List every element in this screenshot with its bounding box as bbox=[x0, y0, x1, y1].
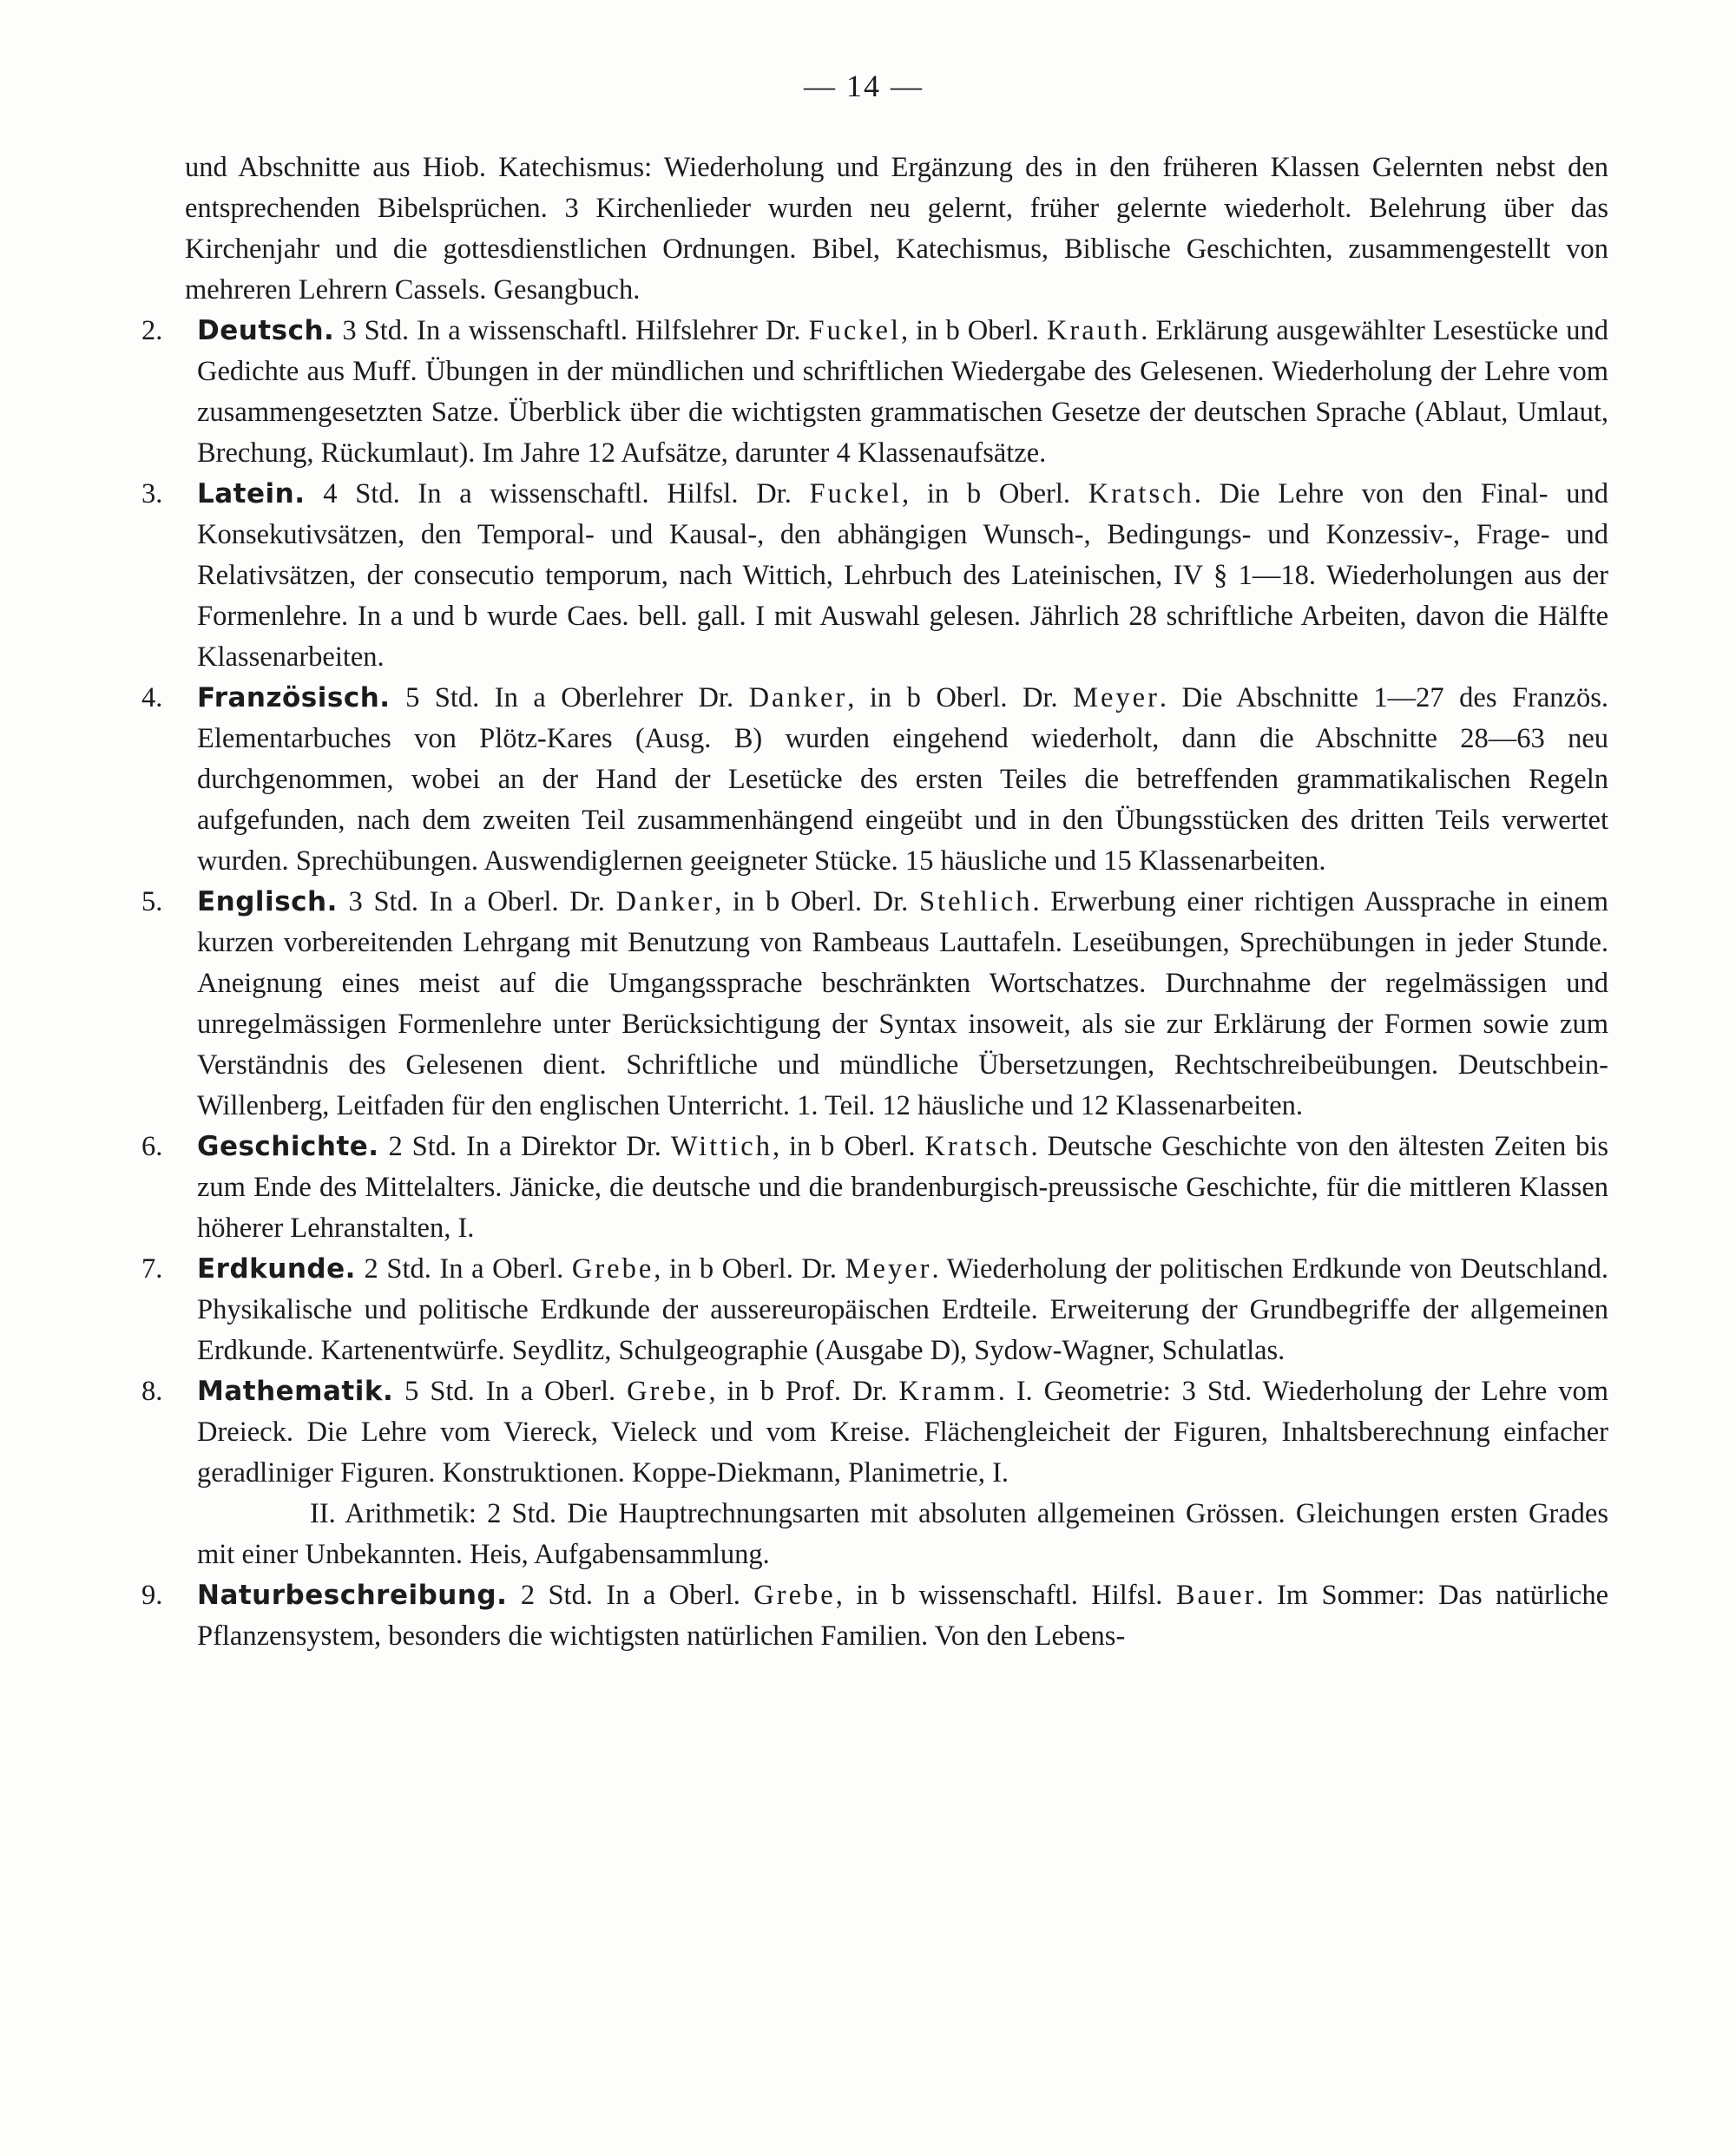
teacher-info: 2 Std. In a Oberl. bbox=[364, 1253, 572, 1285]
section-text: . Deutsche Geschichte von den ältesten Zeiten bis zum Ende des Mittelalters. Jänicke, die deutsche und die brandenburgisch-preussische Geschichte, für die mittleren Klassen höherer Lehranstalten, I. bbox=[197, 1131, 1609, 1244]
section-franzoesisch bbox=[141, 678, 1608, 882]
teacher-name: Danker bbox=[615, 886, 715, 917]
section-number: 4. bbox=[141, 682, 163, 713]
page-number: — 14 — bbox=[804, 69, 924, 103]
section-text: . Erwerbung einer richtigen Aussprache in einem kurzen vorbereitenden Lehrgang mit Benutzung von Rambeaus Lauttafeln. Leseübungen, Sprechübungen in jeder Stunde. Aneignung eines meist auf die Umgangssprache beschränkten Wortschatzes. Durchnahme der regelmässigen und unregelmässigen Formenlehre unter Berücksichtigung der Syntax insoweit, als sie zur Erklärung der Formen sowie zum Verständnis des Gelesenen dient. Schriftliche und mündliche Übersetzungen, Rechtschreibeübungen. Deutschbein-Willenberg, Leitfaden für den englischen Unterricht. 1. Teil. 12 häusliche und 12 Klassenarbeiten. bbox=[197, 886, 1608, 1121]
section-erdkunde bbox=[141, 1249, 1609, 1371]
section-text: . I. Geometrie: 3 Std. Wiederholung der Lehre vom Dreieck. Die Lehre vom Viereck, Vieleck und vom Kreise. Flächengleicheit der Figuren, Inhaltsberechnung einfacher geradliniger Figuren. Konstruktionen. Koppe-Diekmann, Planimetrie, I. bbox=[197, 1376, 1609, 1489]
section-geschichte bbox=[141, 1127, 1609, 1249]
subject-heading: Französisch. bbox=[197, 682, 391, 713]
section-naturbeschreibung bbox=[141, 1575, 1608, 1657]
teacher-info: , in b wissenschaftl. Hilfsl. bbox=[835, 1580, 1176, 1611]
page-body bbox=[141, 148, 1609, 1657]
teacher-info: 5 Std. In a Oberlehrer Dr. bbox=[405, 682, 749, 713]
section-text: . Erklärung ausgewählter Lesestücke und Gedichte aus Muff. Übungen in der mündlichen und schriftlichen Wiedergabe des Gelesenen. Wiederholung der Lehre vom zusammengesetzten Satze. Überblick über die wichtigsten grammatischen Gesetze der deutschen Sprache (Ablaut, Umlaut, Brechung, Rückumlaut). Im Jahre 12 Aufsätze, darunter 4 Klassenaufsätze. bbox=[197, 315, 1609, 469]
teacher-name: Bauer bbox=[1175, 1580, 1257, 1611]
section-number: 8. bbox=[141, 1376, 163, 1407]
teacher-info: , in b Oberl. Dr. bbox=[654, 1253, 845, 1285]
teacher-info: 5 Std. In a Oberl. bbox=[404, 1376, 628, 1407]
section-deutsch bbox=[141, 311, 1609, 474]
section-number: 7. bbox=[141, 1253, 163, 1285]
subject-heading: Erdkunde. bbox=[197, 1253, 356, 1285]
teacher-info: 3 Std. In a Oberl. Dr. bbox=[348, 886, 616, 917]
section-text: . Im Sommer: Das natürliche Pflanzensystem, besonders die wichtigsten natürlichen Familien. Von den Lebens- bbox=[197, 1580, 1608, 1652]
teacher-info: , in b Oberl. bbox=[900, 315, 1047, 346]
section-number: 5. bbox=[141, 886, 163, 917]
teacher-info: , in b Oberl. Dr. bbox=[714, 886, 919, 917]
section-number: 2. bbox=[141, 315, 163, 346]
teacher-name: Grebe bbox=[753, 1580, 836, 1611]
teacher-info: 2 Std. In a Oberl. bbox=[520, 1580, 754, 1611]
teacher-name: Meyer bbox=[1073, 682, 1160, 713]
section-number: 3. bbox=[141, 478, 163, 509]
teacher-info: 4 Std. In a wissenschaftl. Hilfsl. Dr. bbox=[323, 478, 810, 509]
section-number: 9. bbox=[141, 1580, 163, 1611]
teacher-name: Danker bbox=[748, 682, 848, 713]
subject-heading: Mathematik. bbox=[197, 1376, 394, 1407]
section-text: . Die Lehre von den Final- und Konsekutivsätzen, den Temporal- und Kausal-, den abhängigen Wunsch-, Bedingungs- und Konzessiv-, Frage- und Relativsätzen, der consecutio temporum, nach Wittich, Lehrbuch des Lateinischen, IV § 1—18. Wiederholungen aus der Formenlehre. In a und b wurde Caes. bell. gall. I mit Auswahl gelesen. Jährlich 28 schriftliche Arbeiten, davon die Hälfte Klassenarbeiten. bbox=[197, 478, 1609, 673]
teacher-info: , in b Oberl. Dr. bbox=[847, 682, 1074, 713]
subject-heading: Geschichte. bbox=[197, 1131, 379, 1162]
subject-heading: Latein. bbox=[197, 478, 306, 509]
subject-heading: Naturbeschreibung. bbox=[197, 1580, 508, 1611]
teacher-info: , in b Prof. Dr. bbox=[708, 1376, 899, 1407]
teacher-info: 3 Std. In a wissenschaftl. Hilfslehrer Dr. bbox=[342, 315, 809, 346]
teacher-name: Grebe bbox=[571, 1253, 654, 1285]
teacher-name: Wittich bbox=[670, 1131, 773, 1162]
teacher-info: , in b Oberl. bbox=[772, 1131, 925, 1162]
subject-heading: Englisch. bbox=[197, 886, 338, 917]
teacher-name: Kratsch bbox=[1088, 478, 1194, 509]
section-text: . Wiederholung der politischen Erdkunde von Deutschland. Physikalische und politische Erdkunde der aussereuropäischen Erdteile. Erweiterung der Grundbegriffe der allgemeinen Erdkunde. Kartenentwürfe. Seydlitz, Schulgeographie (Ausgabe D), Sydow-Wagner, Schulatlas. bbox=[197, 1253, 1609, 1366]
teacher-name: Fuckel bbox=[808, 315, 901, 346]
section-mathematik bbox=[141, 1371, 1609, 1494]
intro-paragraph: und Abschnitte aus Hiob. Katechismus: Wiederholung und Ergänzung des in den früheren Klassen Gelernten nebst den entsprechenden Bibelsprüchen. 3 Kirchenlieder wurden neu gelernt, früher gelernte wiederholt. Belehrung über das Kirchenjahr und die gottesdienstlichen Ordnungen. Bibel, Katechismus, Biblische Geschichten, zusammengestellt von mehreren Lehrern Cassels. Gesangbuch. bbox=[185, 152, 1608, 306]
teacher-name: Meyer bbox=[845, 1253, 932, 1285]
section-number: 6. bbox=[141, 1131, 163, 1162]
teacher-info: 2 Std. In a Direktor Dr. bbox=[388, 1131, 671, 1162]
teacher-name: Krauth bbox=[1046, 315, 1141, 346]
subject-heading: Deutsch. bbox=[197, 315, 335, 346]
teacher-name: Fuckel bbox=[809, 478, 903, 509]
teacher-name: Stehlich bbox=[918, 886, 1033, 917]
teacher-name: Grebe bbox=[627, 1376, 709, 1407]
section-englisch bbox=[141, 882, 1608, 1127]
teacher-name: Kratsch bbox=[924, 1131, 1031, 1162]
teacher-info: , in b Oberl. bbox=[902, 478, 1088, 509]
section-latein bbox=[141, 474, 1609, 678]
teacher-name: Kramm bbox=[898, 1376, 998, 1407]
section-text: . Die Abschnitte 1—27 des Französ. Elementarbuches von Plötz-Kares (Ausg. B) wurden eingehend wiederholt, dann die Abschnitte 28—63 neu durchgenommen, wobei an der Hand der Lesetücke des ersten Teiles die betreffenden grammatikalischen Regeln aufgefunden, nach dem zweiten Teil zusammenhängend eingeübt und in den Übungsstücken des dritten Teils verwertet wurden. Sprechübungen. Auswendiglernen geeigneter Stücke. 15 häusliche und 15 Klassenarbeiten. bbox=[197, 682, 1608, 877]
mathematik-arithmetik-paragraph: II. Arithmetik: 2 Std. Die Hauptrechnungsarten mit absoluten allgemeinen Grössen. Gleichungen ersten Grades mit einer Unbekannten. Heis, Aufgabensammlung. bbox=[197, 1498, 1608, 1570]
